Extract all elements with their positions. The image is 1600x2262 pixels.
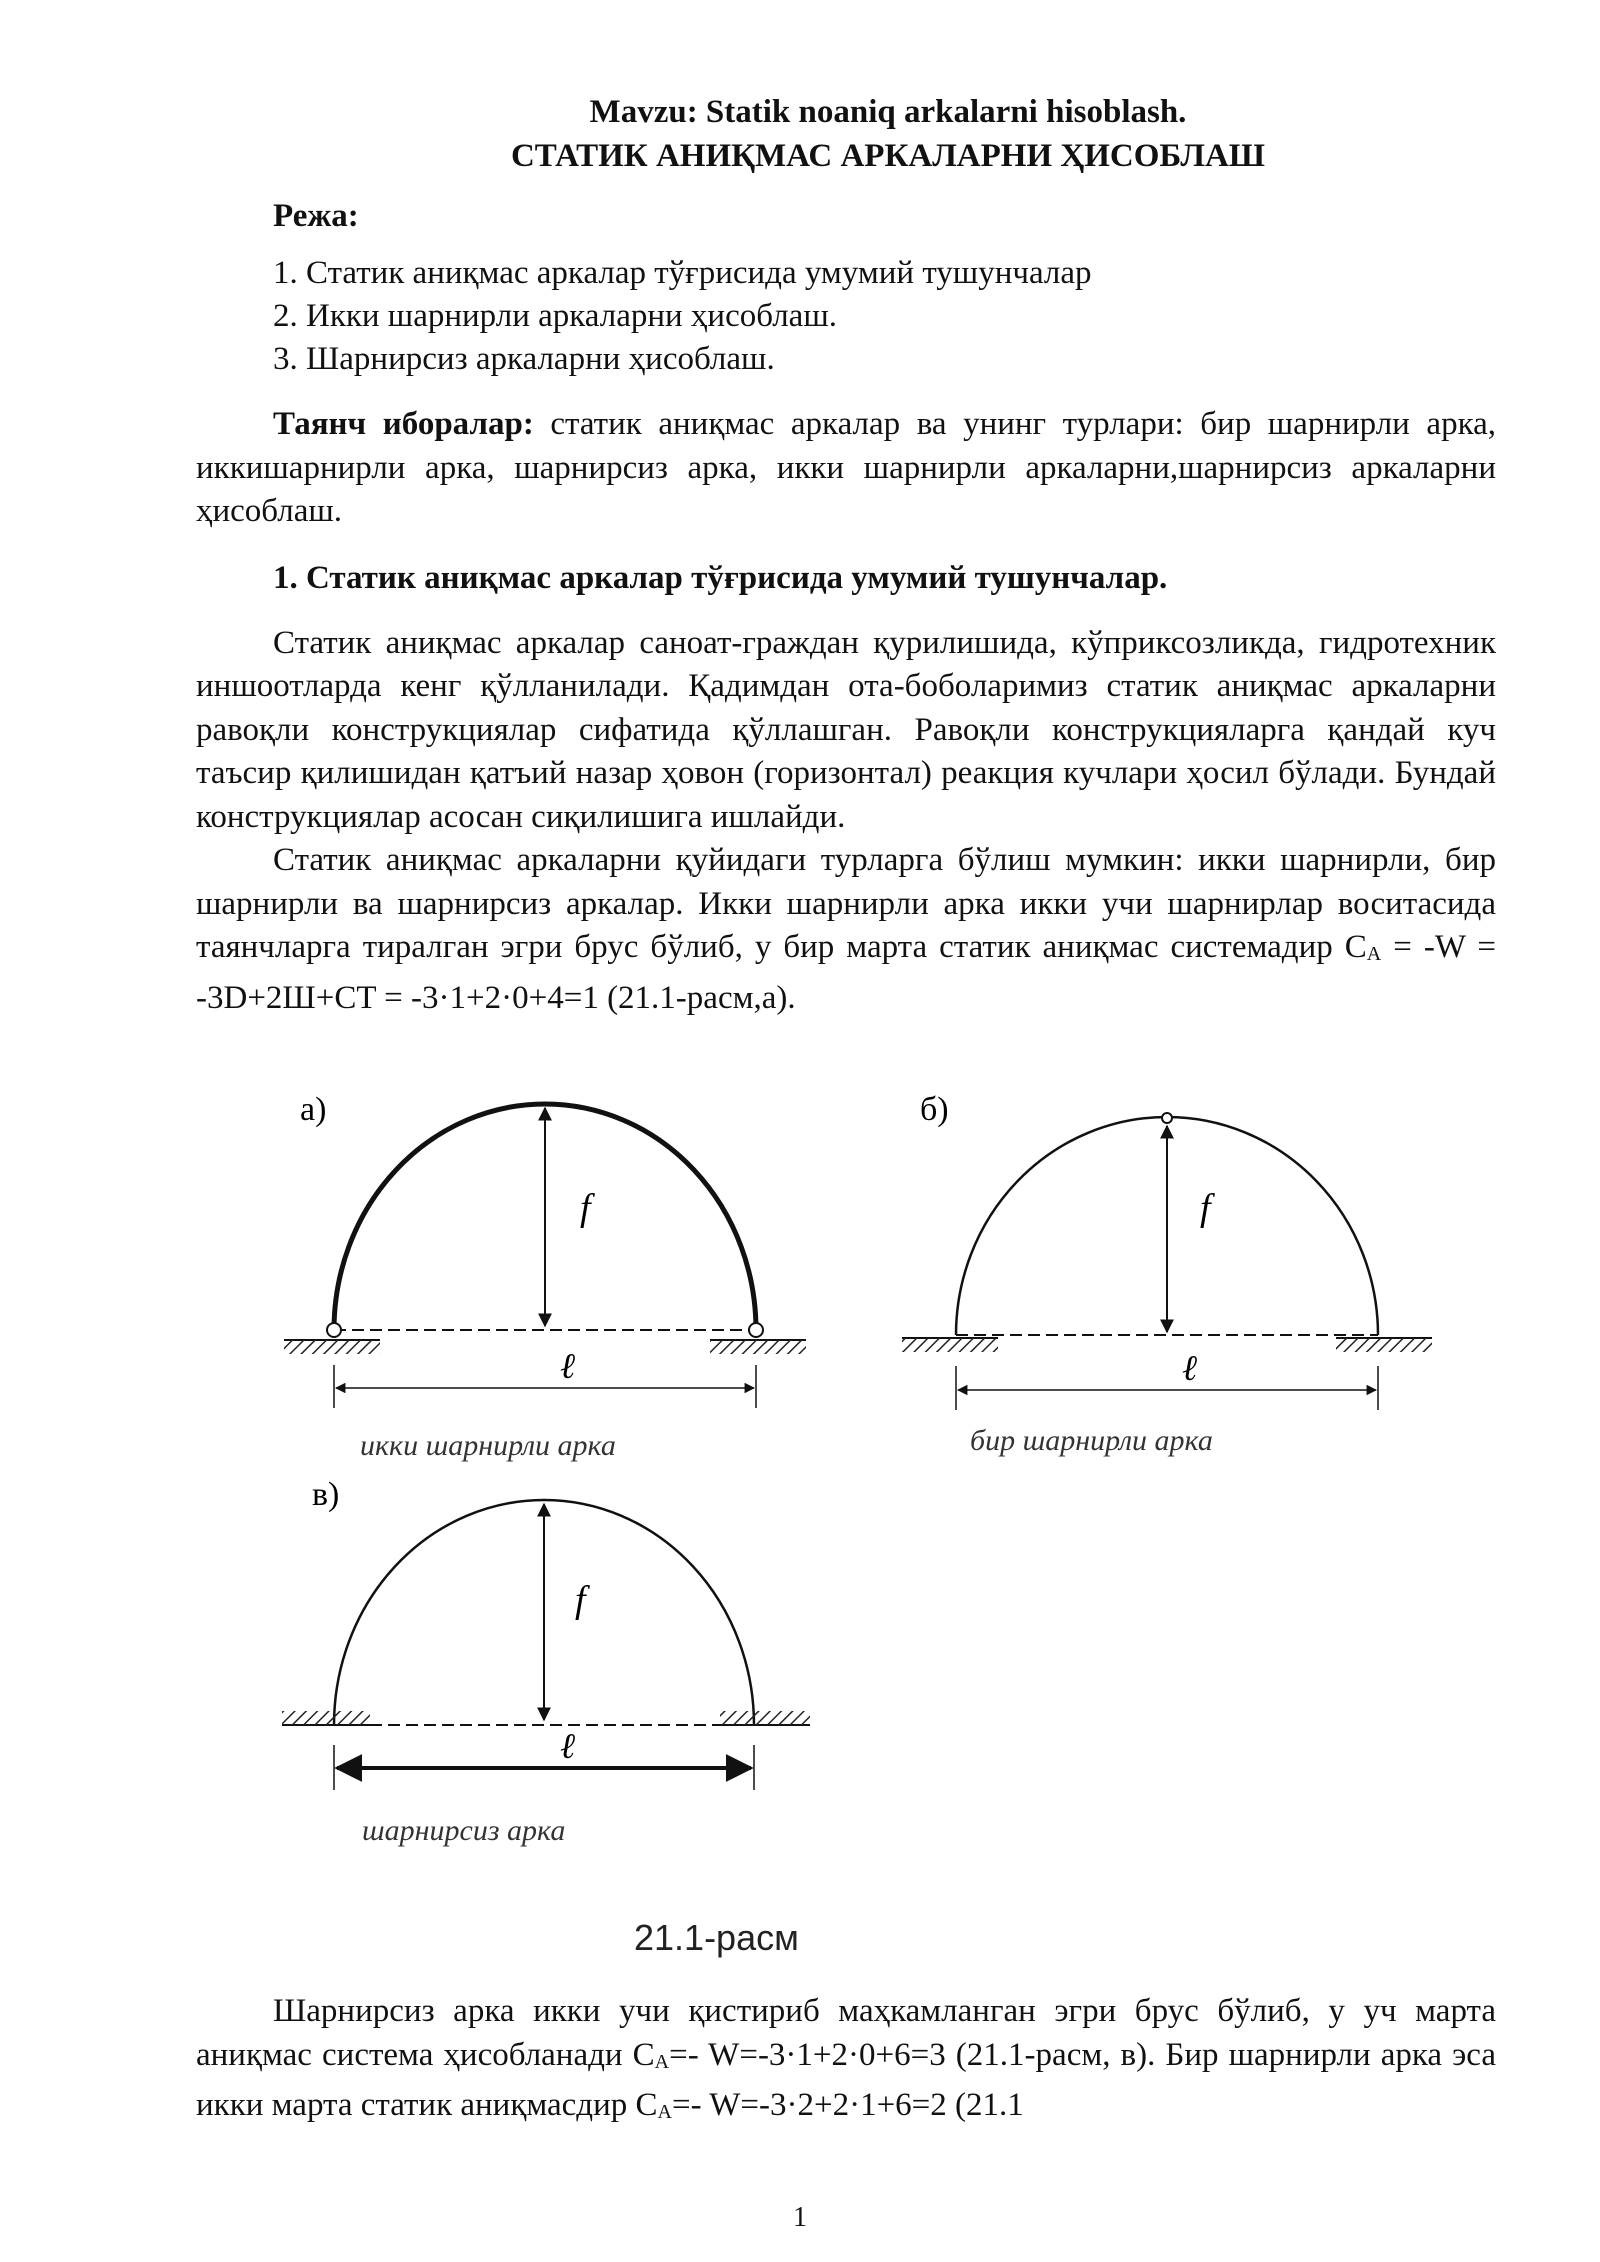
height-symbol: f <box>580 1187 591 1229</box>
span-symbol: ℓ <box>560 1726 575 1766</box>
subscript: A <box>1366 943 1382 965</box>
plan-list <box>273 252 1496 381</box>
plan-item: 3. Шарнирсиз аркаларни ҳисоблаш. <box>273 341 775 377</box>
diagram-a <box>284 1091 806 1462</box>
keywords-paragraph <box>196 403 1496 534</box>
plan-heading: Режа: <box>273 198 359 234</box>
paragraph-1: Статик аниқмас аркалар саноат-граждан қурилишида, кўприксозликда, гидротехник иншоотларда кенг қўлланилади. Қадимдан ота-боболаримиз статик аниқмас аркаларни равоқли конструкциялар сифатида қўллашган. Равоқли конструкцияларга қандай куч таъсир қилишидан қатъий назар ҳовон (горизонтал) реакция кучлари ҳосил бўлади. Бундай конструкциялар асосан сиқилишига ишлайди. <box>196 624 1496 835</box>
paragraph-2 <box>196 839 1496 1020</box>
page-number: 1 <box>793 2202 807 2233</box>
section-title: 1. Статик аниқмас аркалар тўғрисида умумий тушунчалар. <box>273 559 1168 596</box>
paragraph-3-text-3: =- W=-3·2+2·1+6=2 (21.1 <box>671 2087 1024 2123</box>
page-body <box>196 90 1496 1020</box>
arch-figure <box>270 1090 1500 1990</box>
subscript: A <box>657 2101 672 2123</box>
diagram-v <box>282 1476 810 1847</box>
title-latin: Mavzu: Statik noaniq arkalarni hisoblash. <box>589 94 1187 130</box>
span-symbol: ℓ <box>1182 1348 1197 1388</box>
keywords-text: статик аниқмас аркалар ва унинг турлари: бир шарнирли арка, иккишарнирли арка, шарнирсиз арка, икки шарнирли аркаларни,шарнирсиз аркаларни ҳисоблаш. <box>196 406 1496 529</box>
caption-v: шарнирсиз арка <box>362 1814 566 1847</box>
page-body-continued <box>196 1990 1496 2135</box>
plan-item: 1. Статик аниқмас аркалар тўғрисида умумий тушунчалар <box>273 255 1092 291</box>
label-a: а) <box>300 1091 327 1128</box>
height-symbol: f <box>575 1579 586 1621</box>
figure-number: 21.1-расм <box>634 1917 799 1958</box>
subscript: A <box>654 2050 670 2073</box>
plan-item: 2. Икки шарнирли аркаларни ҳисоблаш. <box>273 298 837 334</box>
paragraph-2-formula: = -W = -3D+2Ш+CT = -3·1+2·0+4=1 (21.1-расм,а). <box>196 929 1496 1016</box>
keywords-label: Таянч иборалар: <box>273 406 534 442</box>
paragraph-2-text: Статик аниқмас аркаларни қуйидаги турларга бўлиш мумкин: икки шарнирли, бир шарнирли ва шарнирсиз аркалар. Икки шарнирли арка икки учи шарнирлар воситасида таянчларга тиралган эгри брус бўлиб, у бир марта статик аниқмас системадир C <box>196 842 1496 965</box>
span-symbol: ℓ <box>560 1346 575 1386</box>
label-v: в) <box>312 1476 340 1513</box>
paragraph-3-text: Шарнирсиз арка икки учи қистириб маҳкамланган эгри брус бўлиб, у уч марта аниқмас система ҳисобланади C <box>196 1993 1496 2073</box>
diagram-b <box>902 1091 1432 1457</box>
caption-a: икки шарнирли арка <box>360 1429 616 1462</box>
paragraph-3-text-2: =- W=-3·1+2·0+6=3 (21.1-расм, в). Бир шарнирли арка эса икки марта статик аниқмасдир C <box>196 2036 1497 2123</box>
paragraph-3 <box>196 1990 1496 2135</box>
title-cyrillic: СТАТИК АНИҚМАС АРКАЛАРНИ ҲИСОБЛАШ <box>510 138 1266 174</box>
height-symbol: f <box>1200 1187 1211 1229</box>
caption-b: бир шарнирли арка <box>970 1424 1213 1457</box>
label-b: б) <box>920 1091 949 1128</box>
